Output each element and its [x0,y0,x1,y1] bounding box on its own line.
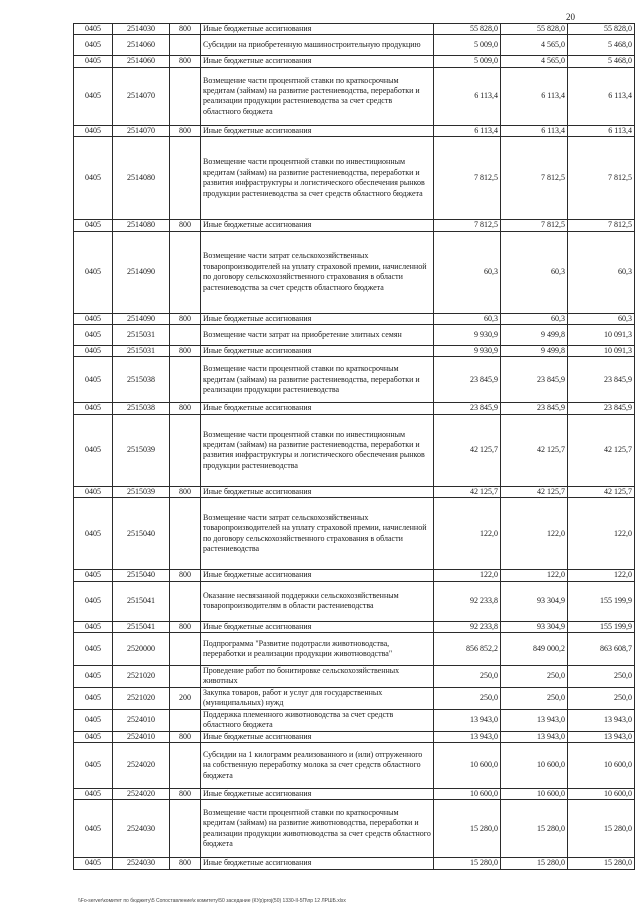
amount-year2-cell: 42 125,7 [501,486,568,497]
item-name-cell: Иные бюджетные ассигнования [201,346,434,357]
item-name-cell: Иные бюджетные ассигнования [201,731,434,742]
amount-year3-cell: 250,0 [568,687,635,709]
item-name-cell: Субсидии на 1 килограмм реализованного и (или) отгруженного на собственную переработку молока за счет средств областного бюджета [201,742,434,788]
amount-year2-cell: 42 125,7 [501,414,568,486]
budget-table [73,23,635,870]
amount-year2-cell: 55 828,0 [501,24,568,35]
expense-type-cell [170,742,201,788]
target-article-cell: 2514090 [113,313,170,324]
section-code-cell: 0405 [74,486,113,497]
amount-year1-cell: 10 600,0 [434,742,501,788]
item-name-cell: Возмещение части процентной ставки по инвестиционным кредитам (займам) на развитие растениеводства, переработки и развития инфраструктуры и логистического обеспечения рынков продукции растениеводства за счет средств областного бюджета [201,137,434,220]
item-name-cell: Иные бюджетные ассигнования [201,24,434,35]
section-code-cell: 0405 [74,858,113,869]
section-code-cell: 0405 [74,220,113,231]
amount-year1-cell: 55 828,0 [434,24,501,35]
section-code-cell: 0405 [74,325,113,346]
table-row [74,800,635,858]
section-code-cell: 0405 [74,346,113,357]
amount-year3-cell: 7 812,5 [568,220,635,231]
amount-year3-cell: 13 943,0 [568,709,635,731]
section-code-cell: 0405 [74,709,113,731]
amount-year2-cell: 10 600,0 [501,788,568,799]
amount-year1-cell: 6 113,4 [434,125,501,136]
table-row [74,414,635,486]
target-article-cell: 2515041 [113,621,170,632]
amount-year2-cell: 4 565,0 [501,35,568,56]
amount-year2-cell: 9 499,8 [501,346,568,357]
amount-year1-cell: 5 009,0 [434,56,501,67]
expense-type-cell: 800 [170,621,201,632]
amount-year1-cell: 9 930,9 [434,346,501,357]
amount-year1-cell: 250,0 [434,687,501,709]
target-article-cell: 2524020 [113,788,170,799]
amount-year2-cell: 250,0 [501,687,568,709]
section-code-cell: 0405 [74,125,113,136]
page-number: 20 [566,12,575,22]
section-code-cell: 0405 [74,666,113,688]
amount-year1-cell: 122,0 [434,570,501,581]
target-article-cell: 2520000 [113,633,170,666]
amount-year2-cell: 122,0 [501,498,568,570]
expense-type-cell: 800 [170,346,201,357]
amount-year1-cell: 92 233,8 [434,581,501,621]
amount-year2-cell: 13 943,0 [501,709,568,731]
amount-year1-cell: 856 852,2 [434,633,501,666]
table-row [74,24,635,35]
table-row [74,570,635,581]
expense-type-cell: 800 [170,788,201,799]
budget-table-body [74,24,635,870]
amount-year1-cell: 13 943,0 [434,731,501,742]
expense-type-cell: 800 [170,24,201,35]
target-article-cell: 2524010 [113,709,170,731]
expense-type-cell: 800 [170,858,201,869]
expense-type-cell [170,325,201,346]
expense-type-cell: 800 [170,125,201,136]
target-article-cell: 2515031 [113,325,170,346]
item-name-cell: Иные бюджетные ассигнования [201,621,434,632]
expense-type-cell [170,709,201,731]
expense-type-cell [170,666,201,688]
target-article-cell: 2514070 [113,125,170,136]
amount-year3-cell: 10 600,0 [568,742,635,788]
amount-year2-cell: 6 113,4 [501,125,568,136]
item-name-cell: Иные бюджетные ассигнования [201,570,434,581]
amount-year1-cell: 42 125,7 [434,414,501,486]
table-row [74,666,635,688]
amount-year3-cell: 60,3 [568,231,635,313]
amount-year1-cell: 6 113,4 [434,67,501,125]
expense-type-cell [170,67,201,125]
section-code-cell: 0405 [74,35,113,56]
item-name-cell: Субсидии на приобретенную машиностроительную продукцию [201,35,434,56]
amount-year2-cell: 93 304,9 [501,581,568,621]
amount-year3-cell: 55 828,0 [568,24,635,35]
expense-type-cell [170,357,201,403]
item-name-cell: Оказание несвязанной поддержки сельскохозяйственным товаропроизводителям в области растениеводства [201,581,434,621]
target-article-cell: 2524030 [113,800,170,858]
target-article-cell: 2514090 [113,231,170,313]
target-article-cell: 2524030 [113,858,170,869]
amount-year1-cell: 13 943,0 [434,709,501,731]
section-code-cell: 0405 [74,403,113,414]
amount-year3-cell: 155 199,9 [568,621,635,632]
amount-year3-cell: 155 199,9 [568,581,635,621]
amount-year1-cell: 7 812,5 [434,220,501,231]
section-code-cell: 0405 [74,621,113,632]
item-name-cell: Возмещение части процентной ставки по краткосрочным кредитам (займам) на развитие растениеводства, переработки и реализации продукции растениеводства [201,357,434,403]
target-article-cell: 2514080 [113,137,170,220]
amount-year3-cell: 10 600,0 [568,788,635,799]
amount-year2-cell: 849 000,2 [501,633,568,666]
expense-type-cell: 200 [170,687,201,709]
item-name-cell: Иные бюджетные ассигнования [201,220,434,231]
amount-year2-cell: 15 280,0 [501,800,568,858]
target-article-cell: 2515040 [113,570,170,581]
item-name-cell: Возмещение части затрат сельскохозяйственных товаропроизводителей на уплату страховой премии, начисленной по договору сельскохозяйственного страхования в области растениеводства [201,498,434,570]
item-name-cell: Иные бюджетные ассигнования [201,56,434,67]
expense-type-cell [170,137,201,220]
table-row [74,633,635,666]
table-row [74,687,635,709]
expense-type-cell [170,414,201,486]
amount-year2-cell: 93 304,9 [501,621,568,632]
expense-type-cell: 800 [170,403,201,414]
item-name-cell: Иные бюджетные ассигнования [201,788,434,799]
target-article-cell: 2515039 [113,414,170,486]
file-path-footer: \\Fo-server\комитет по бюджету\5 Сопоставление\к комитету\50 заседание (КУр)proj(50) 1330-II-5П\пр 12 ЛРШБ.xlsx [78,898,346,904]
amount-year3-cell: 6 113,4 [568,125,635,136]
table-row [74,581,635,621]
amount-year2-cell: 13 943,0 [501,731,568,742]
expense-type-cell [170,633,201,666]
item-name-cell: Иные бюджетные ассигнования [201,486,434,497]
amount-year2-cell: 7 812,5 [501,220,568,231]
expense-type-cell [170,581,201,621]
target-article-cell: 2515038 [113,403,170,414]
table-row [74,621,635,632]
amount-year1-cell: 122,0 [434,498,501,570]
expense-type-cell: 800 [170,486,201,497]
amount-year3-cell: 15 280,0 [568,800,635,858]
section-code-cell: 0405 [74,731,113,742]
amount-year2-cell: 7 812,5 [501,137,568,220]
target-article-cell: 2515038 [113,357,170,403]
amount-year1-cell: 9 930,9 [434,325,501,346]
amount-year2-cell: 23 845,9 [501,357,568,403]
amount-year1-cell: 42 125,7 [434,486,501,497]
target-article-cell: 2515031 [113,346,170,357]
amount-year1-cell: 7 812,5 [434,137,501,220]
amount-year3-cell: 5 468,0 [568,35,635,56]
amount-year3-cell: 122,0 [568,570,635,581]
section-code-cell: 0405 [74,633,113,666]
section-code-cell: 0405 [74,742,113,788]
amount-year3-cell: 60,3 [568,313,635,324]
table-row [74,125,635,136]
table-row [74,137,635,220]
amount-year2-cell: 60,3 [501,313,568,324]
target-article-cell: 2514030 [113,24,170,35]
table-row [74,220,635,231]
section-code-cell: 0405 [74,231,113,313]
amount-year1-cell: 23 845,9 [434,357,501,403]
section-code-cell: 0405 [74,788,113,799]
amount-year2-cell: 9 499,8 [501,325,568,346]
amount-year3-cell: 7 812,5 [568,137,635,220]
item-name-cell: Иные бюджетные ассигнования [201,125,434,136]
expense-type-cell: 800 [170,731,201,742]
target-article-cell: 2524020 [113,742,170,788]
amount-year3-cell: 863 608,7 [568,633,635,666]
section-code-cell: 0405 [74,687,113,709]
table-row [74,709,635,731]
amount-year3-cell: 250,0 [568,666,635,688]
amount-year3-cell: 122,0 [568,498,635,570]
table-row [74,325,635,346]
item-name-cell: Проведение работ по бонитировке сельскохозяйственных животных [201,666,434,688]
expense-type-cell: 800 [170,56,201,67]
amount-year2-cell: 60,3 [501,231,568,313]
item-name-cell: Иные бюджетные ассигнования [201,858,434,869]
amount-year1-cell: 92 233,8 [434,621,501,632]
item-name-cell: Возмещение части затрат сельскохозяйственных товаропроизводителей на уплату страховой премии, начисленной по договору сельскохозяйственного страхования в области растениеводства за счет средств областного бюджета [201,231,434,313]
section-code-cell: 0405 [74,498,113,570]
target-article-cell: 2515041 [113,581,170,621]
amount-year3-cell: 42 125,7 [568,414,635,486]
amount-year2-cell: 6 113,4 [501,67,568,125]
amount-year2-cell: 23 845,9 [501,403,568,414]
amount-year1-cell: 60,3 [434,313,501,324]
section-code-cell: 0405 [74,24,113,35]
item-name-cell: Возмещение части процентной ставки по инвестиционным кредитам (займам) на развитие растениеводства, переработки и развития инфраструктуры и логистического обеспечения рынков продукции растениеводства [201,414,434,486]
section-code-cell: 0405 [74,800,113,858]
amount-year3-cell: 10 091,3 [568,325,635,346]
table-row [74,731,635,742]
amount-year1-cell: 60,3 [434,231,501,313]
target-article-cell: 2514060 [113,35,170,56]
table-row [74,357,635,403]
table-row [74,67,635,125]
table-row [74,788,635,799]
amount-year1-cell: 15 280,0 [434,800,501,858]
table-row [74,403,635,414]
table-row [74,56,635,67]
item-name-cell: Подпрограмма "Развитие подотрасли животноводства, переработки и реализации продукции животноводства" [201,633,434,666]
item-name-cell: Возмещение части затрат на приобретение элитных семян [201,325,434,346]
amount-year3-cell: 23 845,9 [568,357,635,403]
item-name-cell: Возмещение части процентной ставки по краткосрочным кредитам (займам) на развитие растениеводства, переработки и реализации продукции растениеводства за счет средств областного бюджета [201,67,434,125]
table-row [74,346,635,357]
target-article-cell: 2514060 [113,56,170,67]
target-article-cell: 2514070 [113,67,170,125]
expense-type-cell [170,800,201,858]
item-name-cell: Поддержка племенного животноводства за счет средств областного бюджета [201,709,434,731]
section-code-cell: 0405 [74,67,113,125]
expense-type-cell: 800 [170,220,201,231]
section-code-cell: 0405 [74,56,113,67]
amount-year2-cell: 122,0 [501,570,568,581]
table-row [74,858,635,869]
item-name-cell: Иные бюджетные ассигнования [201,313,434,324]
amount-year3-cell: 5 468,0 [568,56,635,67]
table-row [74,35,635,56]
amount-year1-cell: 15 280,0 [434,858,501,869]
target-article-cell: 2515040 [113,498,170,570]
amount-year3-cell: 6 113,4 [568,67,635,125]
amount-year3-cell: 13 943,0 [568,731,635,742]
expense-type-cell [170,231,201,313]
target-article-cell: 2515039 [113,486,170,497]
amount-year1-cell: 5 009,0 [434,35,501,56]
section-code-cell: 0405 [74,357,113,403]
item-name-cell: Возмещение части процентной ставки по краткосрочным кредитам (займам) на развитие животноводства, переработки и реализации продукции животноводства за счет средств областного бюджета [201,800,434,858]
target-article-cell: 2521020 [113,687,170,709]
amount-year3-cell: 23 845,9 [568,403,635,414]
expense-type-cell: 800 [170,570,201,581]
section-code-cell: 0405 [74,570,113,581]
amount-year3-cell: 15 280,0 [568,858,635,869]
section-code-cell: 0405 [74,137,113,220]
target-article-cell: 2521020 [113,666,170,688]
target-article-cell: 2514080 [113,220,170,231]
section-code-cell: 0405 [74,414,113,486]
expense-type-cell [170,35,201,56]
amount-year1-cell: 250,0 [434,666,501,688]
amount-year1-cell: 10 600,0 [434,788,501,799]
amount-year1-cell: 23 845,9 [434,403,501,414]
amount-year3-cell: 42 125,7 [568,486,635,497]
expense-type-cell: 800 [170,313,201,324]
table-row [74,498,635,570]
table-row [74,486,635,497]
expense-type-cell [170,498,201,570]
amount-year2-cell: 10 600,0 [501,742,568,788]
amount-year3-cell: 10 091,3 [568,346,635,357]
section-code-cell: 0405 [74,581,113,621]
table-row [74,742,635,788]
item-name-cell: Иные бюджетные ассигнования [201,403,434,414]
table-row [74,231,635,313]
amount-year2-cell: 4 565,0 [501,56,568,67]
amount-year2-cell: 250,0 [501,666,568,688]
table-row [74,313,635,324]
item-name-cell: Закупка товаров, работ и услуг для государственных (муниципальных) нужд [201,687,434,709]
target-article-cell: 2524010 [113,731,170,742]
section-code-cell: 0405 [74,313,113,324]
amount-year2-cell: 15 280,0 [501,858,568,869]
